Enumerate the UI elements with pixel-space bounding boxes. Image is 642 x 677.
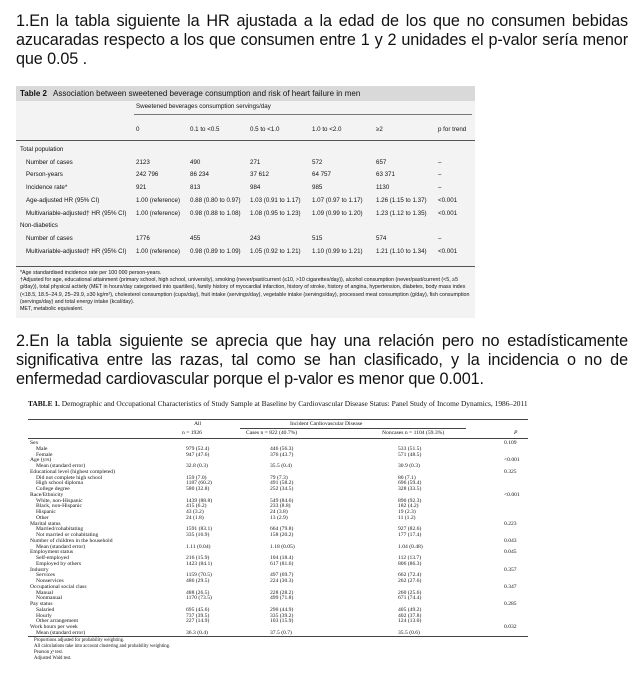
cell-noncases: 890 (92.3) xyxy=(398,497,422,504)
cell-noncases: 35.5 (0.6) xyxy=(398,629,420,636)
table-row xyxy=(16,182,475,194)
table-cell: – xyxy=(438,158,442,166)
col-all: All xyxy=(194,421,202,427)
table-row xyxy=(16,195,475,207)
table-cell: 1.00 (reference) xyxy=(136,196,181,204)
row-label: Nonservices xyxy=(36,578,64,584)
row-label: Mean (standard error) xyxy=(36,629,86,636)
table-cell: 243 xyxy=(250,234,261,242)
footnote: Proportions adjusted for probability weighting. xyxy=(34,638,125,643)
footnote: Pearson χ² test. xyxy=(34,650,64,655)
table-label: Table 2 xyxy=(20,89,47,98)
cell-all: 1.11 (0.04) xyxy=(186,543,211,550)
cell-all: 335 (16.9) xyxy=(186,532,210,538)
header-row-1 xyxy=(28,421,528,427)
table-cell: 1.21 (1.10 to 1.34) xyxy=(376,247,427,255)
question-2-text: 2.En la tabla siguiente se aprecia que hay una relación pero no estadísticamente significativa entre las razas, tal como se han clasificado, y la incidencia o no de enfermedad cardiovascular porque el p-valor es menor que 0.001. xyxy=(16,332,628,388)
cell-noncases: 19 (2.3) xyxy=(398,509,416,515)
section-header xyxy=(16,144,475,156)
row-label: White, non-Hispanic xyxy=(36,497,83,504)
group-header-rule xyxy=(134,114,472,115)
row-label: Multivariable-adjusted† HR (95% CI) xyxy=(26,209,127,217)
table-cell: 572 xyxy=(312,158,323,166)
footnote: *Age standardised incidence rate per 100 000 person-years. xyxy=(20,270,162,276)
cell-noncases: 177 (17.4) xyxy=(398,532,422,538)
row-label: Female xyxy=(36,451,53,458)
table-cell: 657 xyxy=(376,158,387,166)
row-label: Occupational social class xyxy=(30,583,87,590)
question-1-text: 1.En la tabla siguiente la HR ajustada a la edad de los que no consumen bebidas azucaradas respecto a los que consumen entre 1 y 2 unidades el p-valor sería menor que 0.05 . xyxy=(16,12,628,68)
row-label: Mean (standard error) xyxy=(36,463,86,469)
cell-cases: 103 (15.9) xyxy=(270,618,294,625)
top-rule xyxy=(28,419,528,420)
row-label: Male xyxy=(36,445,48,452)
row-label: Hourly xyxy=(36,612,52,619)
cell-all: 1170 (73.5) xyxy=(186,595,212,602)
col-cases: Cases n = 822 (40.7%) xyxy=(246,430,298,436)
row-label: Self-employed xyxy=(36,555,69,561)
cell-noncases: 260 (25.6) xyxy=(398,589,422,596)
row-label: Total population xyxy=(20,146,64,153)
table-footnotes xyxy=(34,638,170,662)
header-row-2 xyxy=(28,430,528,436)
table-cell: 1.09 (0.99 to 1.20) xyxy=(312,209,363,217)
row-label: Did not complete high school xyxy=(36,474,103,481)
table-row xyxy=(16,157,475,169)
table-cell: 490 xyxy=(190,158,201,166)
cell-noncases: 262 (27.6) xyxy=(398,578,422,584)
row-label: Services xyxy=(36,572,55,579)
cell-all: 580 (32.8) xyxy=(186,486,210,492)
row-label: Marital status xyxy=(30,520,61,527)
column-header: 1.0 to <2.0 xyxy=(312,126,342,133)
table-cell: 271 xyxy=(250,158,261,166)
table-cell: 515 xyxy=(312,234,323,242)
table-title: Demographic and Occupational Characteristics of Study Sample at Baseline by Cardiovascular Disease Status: Panel Study of Income Dynamics, 1986–2011 xyxy=(61,399,528,408)
col-all-n: n = 1926 xyxy=(182,430,202,436)
cell-all: 1159 (70.5) xyxy=(186,572,212,579)
cell-cases: 104 (18.4) xyxy=(270,555,294,561)
table-cell: – xyxy=(438,184,442,192)
footnote: All calculations take into account clustering and probability weighting. xyxy=(34,644,171,649)
cell-noncases: 112 (13.7) xyxy=(398,555,422,561)
table-cell: 64 757 xyxy=(312,171,331,179)
row-label: Not married or cohabitating xyxy=(36,532,99,538)
table-cell: – xyxy=(438,234,442,242)
footnote: MET, metabolic equivalent. xyxy=(20,306,84,313)
cell-cases: 290 (44.9) xyxy=(270,606,294,613)
table-group-header xyxy=(16,101,475,113)
cell-noncases: 927 (82.6) xyxy=(398,526,422,533)
table-cell: 1.03 (0.91 to 1.17) xyxy=(250,196,301,204)
bottom-rule xyxy=(28,636,528,637)
cell-all: 159 (7.0) xyxy=(186,474,207,481)
cell-all: 43 (3.2) xyxy=(186,509,204,515)
cell-all: 216 (15.9) xyxy=(186,555,210,561)
header-rule xyxy=(28,438,528,439)
row-label: Industry xyxy=(30,566,49,573)
cell-all: 1423 (84.1) xyxy=(186,560,213,567)
table-cell: 1.23 (1.12 to 1.35) xyxy=(376,209,427,217)
row-label: Manual xyxy=(36,589,54,596)
row-label: Employment status xyxy=(30,549,74,556)
cell-cases: 24 (3.8) xyxy=(270,509,288,515)
table-column-headers xyxy=(16,124,475,136)
incident-rule xyxy=(240,428,466,429)
table-cell: 455 xyxy=(190,234,201,242)
table-row xyxy=(16,169,475,181)
cell-cases: 446 (56.3) xyxy=(270,445,294,452)
cell-noncases: 806 (86.3) xyxy=(398,560,422,567)
row-label: Salaried xyxy=(36,606,55,613)
col-noncases: Noncases n = 1104 (59.3%) xyxy=(382,430,445,436)
row-label: Other arrangement xyxy=(36,618,79,625)
cell-p: 0.043 xyxy=(504,537,517,544)
cell-all: 32.8 (0.3) xyxy=(186,463,208,469)
cell-noncases: 11 (1.2) xyxy=(398,514,416,521)
cell-noncases: 671 (74.4) xyxy=(398,595,422,602)
table-cell: 921 xyxy=(136,184,147,192)
row-label: Pay status xyxy=(30,601,53,607)
col-incident: Incident Cardiovascular Disease xyxy=(290,421,363,427)
cell-cases: 376 (43.7) xyxy=(270,451,294,458)
group-header-label: Sweetened beverages consumption servings/day xyxy=(136,103,271,110)
table-heart-failure xyxy=(16,86,475,318)
table-label: TABLE 1. xyxy=(28,399,60,408)
table-cell: 1.10 (0.99 to 1.21) xyxy=(312,247,363,255)
row-label: Mean (standard error) xyxy=(36,543,86,550)
table-cell: 1.00 (reference) xyxy=(136,209,181,217)
footnote: Adjusted Wald test. xyxy=(34,656,72,661)
cell-all: 486 (29.5) xyxy=(186,578,210,584)
header-rule xyxy=(16,140,475,141)
cell-cases: 1.18 (0.05) xyxy=(270,543,295,550)
cell-cases: 491 (58.2) xyxy=(270,480,294,487)
table-cell: 1.05 (0.92 to 1.21) xyxy=(250,247,301,255)
cell-p: 0.357 xyxy=(504,566,517,573)
cell-cases: 497 (69.7) xyxy=(270,572,294,579)
table-cell: 0.98 (0.89 to 1.09) xyxy=(190,247,241,255)
col-p: P xyxy=(514,430,518,436)
cell-noncases: 1.04 (0.48) xyxy=(398,543,423,550)
cell-p: 0.109 xyxy=(504,440,517,446)
table-cell: 1.07 (0.97 to 1.17) xyxy=(312,196,363,204)
column-header: ≥2 xyxy=(376,126,383,133)
row-label: Other xyxy=(36,514,49,521)
column-header: 0.5 to <1.0 xyxy=(250,126,280,133)
cell-p: <0.001 xyxy=(504,491,520,498)
column-header: 0 xyxy=(136,126,140,133)
cell-all: 695 (45.6) xyxy=(186,606,210,613)
row-label: Number of cases xyxy=(26,234,73,242)
cell-cases: 335 (39.2) xyxy=(270,612,294,619)
table-cell: 1130 xyxy=(376,184,390,192)
cell-p: <0.001 xyxy=(504,457,520,464)
cell-p: 0.223 xyxy=(504,520,517,527)
footnote: †Adjusted for age, educational attainment (primary school, high school, university), smoking (never/past/current (≤10, >10 cigarettes/day)), alcohol consumption (never/past/current (<5, ≥5 g/day)), total physical activity (MET in hours/day categorised into quartiles), family history of myocardial infarction, history of stroke, history of angina, hypertension, diabetes, body mass index (<18.5, 18.5–24.9, 25–29.9, ≥30 kg/m²), cholesterol consumption (cups/day), fruit intake (servings/day), vegetable intake (servings/day), processed meat consumption (g/day), fish consumption (servings/day) and total energy intake (kcal/day). xyxy=(20,277,470,305)
cell-cases: 37.5 (0.7) xyxy=(270,629,292,636)
cell-noncases: 571 (48.5) xyxy=(398,451,422,458)
cell-p: 0.325 xyxy=(504,468,517,475)
cell-noncases: 80 (7.1) xyxy=(398,474,416,481)
table-cell: 1.08 (0.95 to 1.23) xyxy=(250,209,301,217)
table-cell: 574 xyxy=(376,234,387,242)
cell-cases: 35.5 (0.4) xyxy=(270,463,292,469)
table-cell: 2123 xyxy=(136,158,150,166)
cell-all: 737 (39.5) xyxy=(186,612,210,619)
row-label: Non-diabetics xyxy=(20,222,58,230)
cell-cases: 224 (30.3) xyxy=(270,578,294,584)
cell-all: 1187 (60.2) xyxy=(186,480,212,487)
table-footnotes xyxy=(20,270,472,313)
cell-noncases: 182 (4.2) xyxy=(398,503,419,510)
table-cell: – xyxy=(438,171,442,179)
table-cell: 242 796 xyxy=(136,171,159,179)
cell-noncases: 328 (33.5) xyxy=(398,486,422,492)
row-label: Incidence rate* xyxy=(26,184,68,192)
cell-cases: 158 (20.2) xyxy=(270,532,294,538)
cell-p: 0.032 xyxy=(504,624,517,630)
table-cell: 984 xyxy=(250,184,261,192)
cell-all: 1591 (83.1) xyxy=(186,526,213,533)
row-label: Hispanic xyxy=(36,509,56,515)
cell-all: 415 (6.2) xyxy=(186,503,207,510)
row-label: Number of children in the household xyxy=(30,537,113,544)
section-header xyxy=(16,220,475,232)
cell-noncases: 402 (37.8) xyxy=(398,612,422,619)
cell-noncases: 696 (59.4) xyxy=(398,480,422,487)
cell-noncases: 124 (13.0) xyxy=(398,618,422,625)
row-label: Person-years xyxy=(26,171,63,179)
table-cell: 1.26 (1.15 to 1.37) xyxy=(376,196,427,204)
row-label: Educational level (highest completed) xyxy=(30,468,115,475)
table-cell: <0.001 xyxy=(438,196,458,204)
cell-cases: 549 (84.6) xyxy=(270,497,294,504)
table-row xyxy=(28,630,528,636)
table-cardiovascular xyxy=(28,400,614,670)
cell-cases: 617 (81.6) xyxy=(270,560,294,567)
table-cell: 0.98 (0.88 to 1.08) xyxy=(190,209,241,217)
cell-noncases: 533 (51.5) xyxy=(398,445,422,452)
table-cell: 985 xyxy=(312,184,323,192)
table-caption xyxy=(28,400,614,409)
cell-all: 227 (14.9) xyxy=(186,618,210,625)
table-cell: 1776 xyxy=(136,234,150,242)
row-label: Black, non-Hispanic xyxy=(36,503,82,510)
column-header: p for trend xyxy=(438,126,467,133)
table-cell: 813 xyxy=(190,184,201,192)
table-cell: 1.00 (reference) xyxy=(136,247,181,255)
table-bottom-rule xyxy=(16,266,475,267)
row-label: Race/Ethnicity xyxy=(30,491,64,498)
cell-all: 947 (47.6) xyxy=(186,451,210,458)
row-label: Multivariable-adjusted† HR (95% CI) xyxy=(26,247,127,255)
row-label: College degree xyxy=(36,486,70,492)
row-label: High school diploma xyxy=(36,480,83,487)
row-label: Married/cohabitating xyxy=(36,526,84,533)
table-cell: 63 371 xyxy=(376,171,395,179)
cell-all: 488 (26.5) xyxy=(186,589,210,596)
cell-all: 1439 (88.8) xyxy=(186,497,213,504)
cell-cases: 499 (71.8) xyxy=(270,595,294,602)
table-cell: 0.88 (0.80 to 0.97) xyxy=(190,196,241,204)
cell-noncases: 30.9 (0.3) xyxy=(398,463,420,469)
table-cell: <0.001 xyxy=(438,247,458,255)
table-cell: 37 612 xyxy=(250,171,269,179)
table-caption xyxy=(16,86,475,101)
cell-cases: 228 (28.2) xyxy=(270,589,294,596)
cell-p: 0.045 xyxy=(504,549,517,556)
table-row xyxy=(16,208,475,220)
cell-all: 979 (52.4) xyxy=(186,445,210,452)
cell-cases: 13 (2.9) xyxy=(270,514,288,521)
cell-all: 36.3 (0.4) xyxy=(186,629,208,636)
row-label: Age (yrs) xyxy=(30,457,52,464)
column-header: 0.1 to <0.5 xyxy=(190,126,220,133)
cell-p: 0.285 xyxy=(504,601,517,607)
row-label: Work hours per week xyxy=(30,624,78,630)
table-row xyxy=(16,233,475,245)
row-label: Number of cases xyxy=(26,158,73,166)
cell-noncases: 662 (72.4) xyxy=(398,572,422,579)
table-cell: <0.001 xyxy=(438,209,458,217)
row-label: Age-adjusted HR (95% CI) xyxy=(26,196,100,204)
cell-noncases: 405 (49.2) xyxy=(398,606,422,613)
cell-all: 24 (1.8) xyxy=(186,514,204,521)
cell-cases: 252 (34.5) xyxy=(270,486,294,492)
row-label: Employed by others xyxy=(36,560,82,567)
cell-cases: 233 (8.8) xyxy=(270,503,291,510)
table-cell: 86 234 xyxy=(190,171,209,179)
cell-p: 0.347 xyxy=(504,583,517,590)
table-row xyxy=(16,246,475,258)
cell-cases: 79 (7.3) xyxy=(270,474,288,481)
row-label: Nonmanual xyxy=(36,595,63,602)
table-title: Association between sweetened beverage consumption and risk of heart failure in men xyxy=(52,89,361,98)
row-label: Sex xyxy=(30,440,39,446)
cell-cases: 664 (79.8) xyxy=(270,526,294,533)
